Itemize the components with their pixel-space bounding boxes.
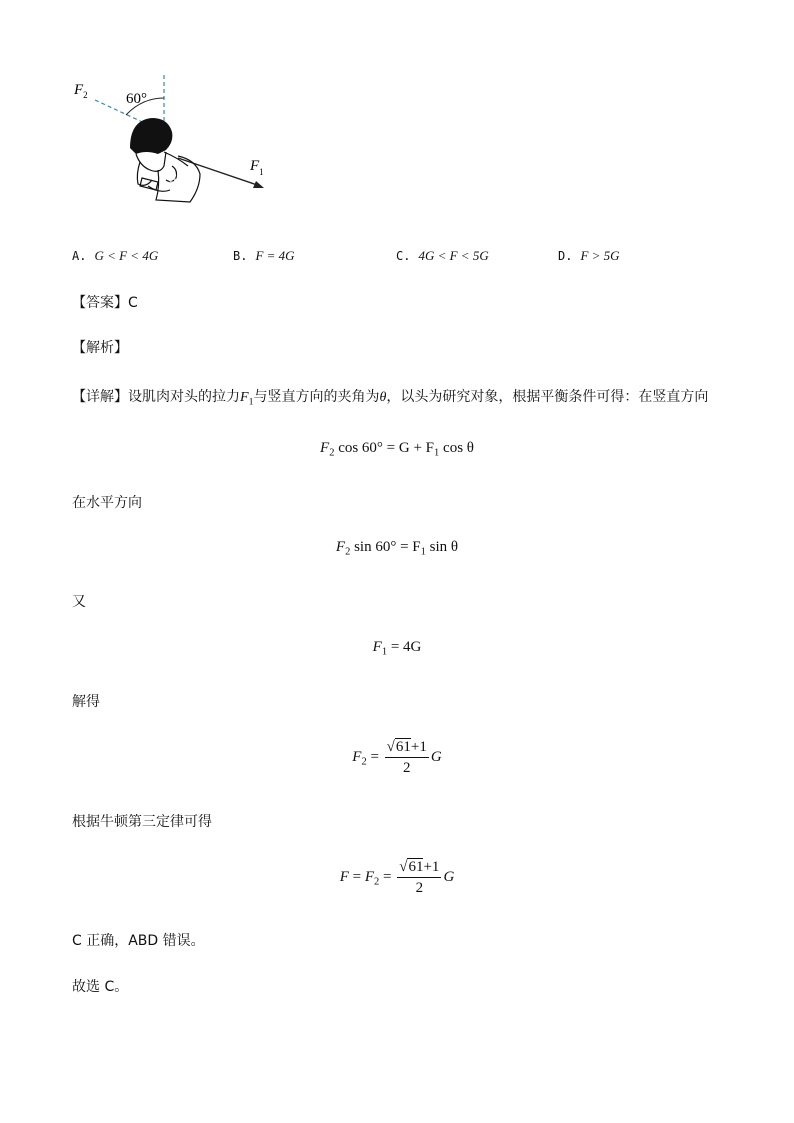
solve-label: 解得 [72, 694, 100, 710]
option-d[interactable]: D. F > 5G [558, 248, 620, 263]
newton-label: 根据牛顿第三定律可得 [72, 814, 212, 830]
option-c[interactable]: C. 4G < F < 5G [396, 248, 489, 263]
final-line: 故选 C。 [72, 979, 129, 995]
horizontal-label: 在水平方向 [72, 495, 142, 511]
equation-f1: $F_1 = 4G$ [372, 639, 422, 658]
option-b[interactable]: B. F = 4G [233, 248, 295, 263]
equation-f-result: $F = F_2$ = $\frac{√61+1}{2}$ G [339, 859, 455, 896]
f1-arrowhead [253, 181, 264, 188]
force-diagram [60, 70, 290, 220]
f2-label: $F_2$ [74, 82, 88, 100]
person-silhouette [130, 118, 200, 202]
equation-f2-result: $F_2$ = $\frac{√61+1}{2}$ G [352, 739, 442, 776]
conclusion-line: C 正确，ABD 错误。 [72, 933, 205, 949]
also-label: 又 [72, 594, 86, 610]
equation-vertical: $F_2$ $\cos 60^\circ = G + F_1$ cos θ [320, 440, 474, 459]
answer-value: C [128, 295, 138, 311]
detail-intro: 【详解】设肌肉对头的拉力$F_1$与竖直方向的夹角为θ，以头为研究对象，根据平衡条件可得：在竖直方向 [72, 389, 709, 408]
analysis-heading: 【解析】 [72, 340, 128, 356]
f1-arrow-line [178, 158, 260, 186]
angle-label: 60° [126, 91, 147, 107]
f1-label: $F_1$ [250, 158, 264, 177]
equation-horizontal: $F_2$ $\sin 60^\circ = F_1$ sin θ [335, 539, 459, 558]
option-a[interactable]: A. G < F < 4G [72, 248, 159, 263]
answer-heading: 【答案】 [72, 295, 128, 311]
g-label: G [168, 171, 177, 185]
answer-line [72, 292, 138, 312]
